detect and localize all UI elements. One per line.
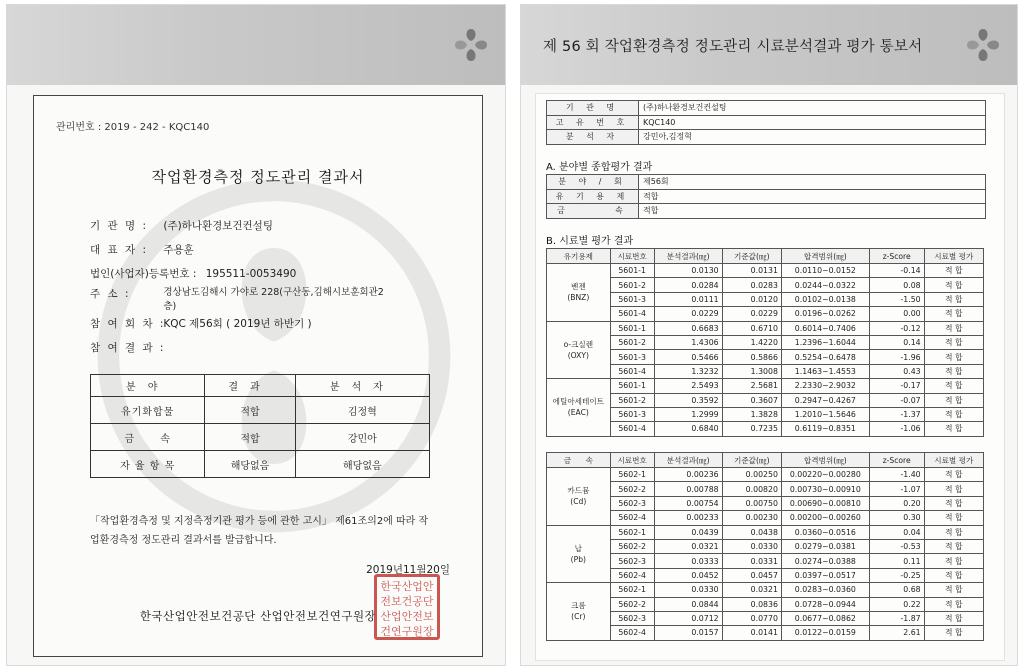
table-cell: 적 합 — [924, 525, 983, 539]
field-value: (주)하나환경보건컨설팅 — [163, 220, 273, 232]
field-label: 법인(사업자)등록번호 : — [90, 268, 197, 280]
table-cell: 0.0229 — [722, 307, 781, 321]
table-row — [547, 468, 984, 482]
table-cell: 0.6119~0.8351 — [781, 422, 869, 436]
table-cell: 0.0244~0.0322 — [781, 278, 869, 292]
table-header: 시료번호 — [610, 453, 654, 468]
table-cell: 0.5866 — [722, 350, 781, 364]
table-cell: 자 율 항 목 — [91, 451, 205, 478]
table-cell: 0.20 — [869, 496, 924, 510]
table-cell: 0.00788 — [654, 482, 722, 496]
table-row — [547, 482, 984, 496]
table-cell: 0.0438 — [722, 525, 781, 539]
table-header: z-Score — [869, 453, 924, 468]
analyte-abbreviation: (EAC) — [567, 408, 589, 418]
table-row — [91, 424, 430, 451]
table-cell: 적 합 — [924, 292, 983, 306]
table-cell: 금 속 — [91, 424, 205, 451]
table-header: 시료번호 — [610, 249, 654, 264]
table-cell: 0.0131 — [722, 264, 781, 278]
table-cell: 0.04 — [869, 525, 924, 539]
field-value: 주용훈 — [163, 244, 194, 256]
table-cell: 5601-3 — [610, 292, 654, 306]
table-row — [547, 393, 984, 407]
table-cell: 0.00200~0.00260 — [781, 511, 869, 525]
table-value: 제56회 — [639, 175, 986, 190]
table-cell: 0.43 — [869, 364, 924, 378]
table-key: 분 석 자 — [547, 130, 639, 145]
table-cell: 5601-4 — [610, 422, 654, 436]
table-header: 분석결과(㎎) — [654, 249, 722, 264]
table-cell: -0.53 — [869, 539, 924, 553]
table-cell: 5601-1 — [610, 264, 654, 278]
table-cell: -0.07 — [869, 393, 924, 407]
table-cell: 5602-2 — [610, 539, 654, 553]
table-header: z-Score — [869, 249, 924, 264]
table-cell: 적 합 — [924, 597, 983, 611]
report-page — [520, 4, 1018, 666]
analyte-abbreviation: (Cd) — [570, 497, 587, 507]
table-row — [547, 511, 984, 525]
table-cell: 2.5681 — [722, 379, 781, 393]
table-cell: 적 합 — [924, 554, 983, 568]
table-cell: 적 합 — [924, 511, 983, 525]
table-row — [547, 554, 984, 568]
table-cell: 2.61 — [869, 626, 924, 640]
analyte-name — [547, 468, 611, 526]
analyte-name — [547, 525, 611, 583]
table-cell: 0.3592 — [654, 393, 722, 407]
table-row — [547, 364, 984, 378]
table-cell: 김정혁 — [295, 397, 429, 424]
table-row — [547, 350, 984, 364]
table-cell: 0.0157 — [654, 626, 722, 640]
table-cell: 0.0397~0.0517 — [781, 568, 869, 582]
table-cell: 0.00230 — [722, 511, 781, 525]
organic-solvent-table — [546, 248, 984, 437]
summary-table — [546, 174, 986, 219]
table-row — [547, 321, 984, 335]
table-row — [547, 189, 986, 204]
table-cell: 0.00750 — [722, 496, 781, 510]
table-header: 시료별 평가 — [924, 453, 983, 468]
table-row — [547, 101, 986, 116]
table-cell: 5601-3 — [610, 407, 654, 421]
table-cell: 0.0196~0.0262 — [781, 307, 869, 321]
table-header: 합격범위(㎎) — [781, 453, 869, 468]
table-cell: -1.07 — [869, 482, 924, 496]
table-cell: 5602-4 — [610, 626, 654, 640]
table-cell: 0.00233 — [654, 511, 722, 525]
table-row — [547, 307, 984, 321]
table-cell: 적 합 — [924, 321, 983, 335]
table-cell: 0.0836 — [722, 597, 781, 611]
table-cell: -0.17 — [869, 379, 924, 393]
table-cell: -0.25 — [869, 568, 924, 582]
report-sheet — [535, 93, 1005, 661]
table-cell: 적 합 — [924, 468, 983, 482]
table-cell: 0.00730~0.00910 — [781, 482, 869, 496]
table-cell: -1.40 — [869, 468, 924, 482]
field-representative — [90, 242, 194, 257]
table-header: 유기용제 — [547, 249, 611, 264]
field-registration-number — [90, 266, 296, 281]
table-cell: 적 합 — [924, 364, 983, 378]
table-cell: 0.0111 — [654, 292, 722, 306]
table-cell: 강민아 — [295, 424, 429, 451]
table-key: 금 속 — [547, 204, 639, 219]
certificate-page — [6, 4, 506, 666]
table-cell: 0.0330 — [722, 539, 781, 553]
table-cell: 5601-1 — [610, 321, 654, 335]
table-cell: 0.00250 — [722, 468, 781, 482]
table-row — [547, 115, 986, 130]
page-header-bar — [7, 5, 505, 85]
table-cell: 0.5466 — [654, 350, 722, 364]
table-cell: 5601-2 — [610, 393, 654, 407]
table-cell: 적 합 — [924, 583, 983, 597]
field-label: 참 여 회 차 : — [90, 318, 166, 330]
certificate-result-table — [90, 374, 430, 478]
field-value: KQC 제56회 ( 2019년 하반기 ) — [163, 318, 312, 330]
analyte-name — [547, 264, 611, 322]
table-cell: 해당없음 — [205, 451, 295, 478]
table-cell: 5602-3 — [610, 554, 654, 568]
analyte-label: 에틸아세테이트 — [552, 397, 605, 407]
table-row — [547, 264, 984, 278]
table-cell: 적 합 — [924, 264, 983, 278]
analyte-label: 납 — [574, 543, 582, 553]
certificate-title: 작업환경측정 정도관리 결과서 — [151, 168, 365, 186]
table-cell: -1.96 — [869, 350, 924, 364]
table-cell: -1.37 — [869, 407, 924, 421]
table-cell: 0.0283~0.0360 — [781, 583, 869, 597]
table-cell: 1.3828 — [722, 407, 781, 421]
table-key: 유 기 용 제 — [547, 189, 639, 204]
table-cell: 0.3607 — [722, 393, 781, 407]
table-cell: 적 합 — [924, 307, 983, 321]
table-cell: 적 합 — [924, 278, 983, 292]
table-cell: 5602-1 — [610, 583, 654, 597]
table-cell: 0.6710 — [722, 321, 781, 335]
report-title: 제 56 회 작업환경측정 정도관리 시료분석결과 평가 통보서 — [543, 39, 923, 55]
table-cell: 0.00820 — [722, 482, 781, 496]
table-cell: 적 합 — [924, 539, 983, 553]
table-cell: 0.0457 — [722, 568, 781, 582]
table-cell: 0.0110~0.0152 — [781, 264, 869, 278]
table-value: 적합 — [639, 189, 986, 204]
table-cell: 적 합 — [924, 626, 983, 640]
table-cell: 2.5493 — [654, 379, 722, 393]
table-cell: -0.12 — [869, 321, 924, 335]
table-cell: 0.0120 — [722, 292, 781, 306]
table-cell: 1.2999 — [654, 407, 722, 421]
table-key: 분 야 / 회 — [547, 175, 639, 190]
table-header: 기준값(㎎) — [722, 453, 781, 468]
table-cell: 2.2330~2.9032 — [781, 379, 869, 393]
analyte-abbreviation: (Cr) — [571, 612, 586, 622]
table-row — [547, 292, 984, 306]
field-address — [90, 286, 393, 314]
agency-logo-icon — [451, 25, 491, 65]
table-row — [547, 611, 984, 625]
table-header: 분석결과(㎎) — [654, 453, 722, 468]
table-row — [547, 597, 984, 611]
metal-table — [546, 452, 984, 641]
table-header: 시료별 평가 — [924, 249, 983, 264]
seal-line: 건연구원장 — [380, 625, 434, 638]
table-cell: 5602-2 — [610, 482, 654, 496]
table-cell: 적 합 — [924, 482, 983, 496]
table-cell: 0.0122~0.0159 — [781, 626, 869, 640]
official-seal — [374, 574, 440, 640]
issue-date: 2019년11월20일 — [366, 564, 450, 576]
management-number: 관리번호 : 2019 - 242 - KQC140 — [56, 122, 210, 133]
table-cell: 0.08 — [869, 278, 924, 292]
table-cell: 적 합 — [924, 407, 983, 421]
table-cell: 5601-4 — [610, 364, 654, 378]
table-cell: 적 합 — [924, 335, 983, 349]
table-cell: 0.0844 — [654, 597, 722, 611]
table-cell: 0.0439 — [654, 525, 722, 539]
table-cell: 0.0770 — [722, 611, 781, 625]
seal-line: 전보건공단 — [380, 595, 434, 608]
table-cell: 0.11 — [869, 554, 924, 568]
table-key: 기 관 명 — [547, 101, 639, 116]
table-cell: 적 합 — [924, 422, 983, 436]
table-cell: 5601-2 — [610, 278, 654, 292]
table-cell: 0.6014~0.7406 — [781, 321, 869, 335]
table-cell: 0.0452 — [654, 568, 722, 582]
field-value: 195511-0053490 — [205, 268, 297, 280]
table-cell: 0.00754 — [654, 496, 722, 510]
table-value: (주)하나환경보건컨설팅 — [639, 101, 986, 116]
table-cell: 0.30 — [869, 511, 924, 525]
table-row — [547, 130, 986, 145]
table-cell: 5602-1 — [610, 468, 654, 482]
table-cell: 적 합 — [924, 379, 983, 393]
table-cell: 1.4220 — [722, 335, 781, 349]
table-header: 기준값(㎎) — [722, 249, 781, 264]
table-row — [547, 278, 984, 292]
analyte-name — [547, 379, 611, 437]
table-header: 결과 — [205, 375, 295, 397]
table-cell: 5602-2 — [610, 597, 654, 611]
certificate-document — [33, 95, 483, 657]
table-value: KQC140 — [639, 115, 986, 130]
table-cell: 5602-1 — [610, 525, 654, 539]
table-cell: 0.00690~0.00810 — [781, 496, 869, 510]
table-cell: 0.0677~0.0862 — [781, 611, 869, 625]
section-b-heading: B. 시료별 평가 결과 — [546, 236, 634, 247]
field-result — [90, 340, 166, 355]
table-row — [547, 335, 984, 349]
table-cell: 5601-1 — [610, 379, 654, 393]
table-header: 분석자 — [295, 375, 429, 397]
table-cell: 5602-3 — [610, 611, 654, 625]
table-row — [91, 451, 430, 478]
table-cell: 0.14 — [869, 335, 924, 349]
table-row — [547, 379, 984, 393]
table-cell: 0.68 — [869, 583, 924, 597]
table-cell: 적 합 — [924, 393, 983, 407]
table-cell: 적합 — [205, 397, 295, 424]
table-cell: 유기화합물 — [91, 397, 205, 424]
table-cell: 0.0728~0.0944 — [781, 597, 869, 611]
table-cell: 0.0331 — [722, 554, 781, 568]
table-header: 분야 — [91, 375, 205, 397]
table-cell: -1.06 — [869, 422, 924, 436]
table-cell: 0.0283 — [722, 278, 781, 292]
table-row — [547, 539, 984, 553]
analyte-label: 벤젠 — [571, 282, 586, 292]
table-cell: 0.2947~0.4267 — [781, 393, 869, 407]
page-header-bar — [521, 5, 1017, 85]
table-cell: 1.4306 — [654, 335, 722, 349]
table-cell: 0.0321 — [654, 539, 722, 553]
table-cell: 5602-3 — [610, 496, 654, 510]
table-cell: -0.14 — [869, 264, 924, 278]
table-cell: 0.7235 — [722, 422, 781, 436]
field-round — [90, 316, 312, 331]
section-a-heading: A. 분야별 종합평가 결과 — [546, 162, 653, 173]
table-cell: 5602-4 — [610, 568, 654, 582]
analyte-name — [547, 321, 611, 379]
table-cell: 0.00220~0.00280 — [781, 468, 869, 482]
table-cell: 1.3008 — [722, 364, 781, 378]
seal-line: 한국산업안 — [380, 580, 434, 593]
table-cell: 적 합 — [924, 496, 983, 510]
table-cell: 1.3232 — [654, 364, 722, 378]
analyte-abbreviation: (BNZ) — [567, 293, 590, 303]
field-organization — [90, 218, 273, 233]
table-cell: 5601-3 — [610, 350, 654, 364]
table-cell: 1.2010~1.5646 — [781, 407, 869, 421]
table-row — [547, 175, 986, 190]
table-header: 금 속 — [547, 453, 611, 468]
field-label: 주 소 : — [90, 288, 131, 300]
table-cell: 0.0130 — [654, 264, 722, 278]
analyte-abbreviation: (OXY) — [567, 350, 589, 360]
table-cell: 0.0102~0.0138 — [781, 292, 869, 306]
table-row — [547, 583, 984, 597]
analyte-label: 카드뮴 — [567, 486, 590, 496]
table-cell: 적 합 — [924, 611, 983, 625]
table-cell: 0.0274~0.0388 — [781, 554, 869, 568]
field-label: 참 여 결 과 : — [90, 342, 166, 354]
table-row — [91, 397, 430, 424]
analyte-name — [547, 583, 611, 641]
table-cell: 0.00236 — [654, 468, 722, 482]
table-cell: 0.0321 — [722, 583, 781, 597]
legal-notice: 「작업환경측정 및 지정측정기관 평가 등에 관한 고시」 제61조의2에 따라 작업환경측정 정도관리 결과서를 발급합니다. — [90, 516, 429, 546]
table-cell: 0.0229 — [654, 307, 722, 321]
agency-logo-icon — [963, 25, 1003, 65]
table-cell: 0.0141 — [722, 626, 781, 640]
table-value: 강민아,김정혁 — [639, 130, 986, 145]
table-cell: -1.87 — [869, 611, 924, 625]
table-header: 합격범위(㎎) — [781, 249, 869, 264]
field-value: 경상남도김해시 가야로 228(구산동,김해시보훈회관2층) — [163, 287, 384, 312]
table-cell: 0.0279~0.0381 — [781, 539, 869, 553]
table-cell: 0.6683 — [654, 321, 722, 335]
issuer-name: 한국산업안전보건공단 산업안전보건연구원장 — [139, 609, 377, 623]
seal-line: 산업안전보 — [380, 610, 434, 623]
field-label: 기 관 명 : — [90, 220, 148, 232]
table-cell: 0.0360~0.0516 — [781, 525, 869, 539]
table-cell: 적 합 — [924, 568, 983, 582]
table-key: 고 유 번 호 — [547, 115, 639, 130]
analyte-label: 크롬 — [571, 601, 586, 611]
table-row — [547, 568, 984, 582]
table-cell: 0.0284 — [654, 278, 722, 292]
table-cell: 해당없음 — [295, 451, 429, 478]
table-cell: 1.1463~1.4553 — [781, 364, 869, 378]
table-cell: -1.50 — [869, 292, 924, 306]
table-row — [547, 626, 984, 640]
table-cell: 0.0330 — [654, 583, 722, 597]
analyte-label: o-크실렌 — [563, 339, 594, 349]
table-row — [547, 496, 984, 510]
table-cell: 0.5254~0.6478 — [781, 350, 869, 364]
table-row — [547, 525, 984, 539]
table-row — [547, 422, 984, 436]
table-cell: 0.22 — [869, 597, 924, 611]
field-label: 대 표 자 : — [90, 244, 148, 256]
table-cell: 0.6840 — [654, 422, 722, 436]
table-cell: 적 합 — [924, 350, 983, 364]
analyte-abbreviation: (Pb) — [570, 554, 586, 564]
table-cell: 5602-4 — [610, 511, 654, 525]
table-value: 적합 — [639, 204, 986, 219]
table-cell: 5601-4 — [610, 307, 654, 321]
table-cell: 1.2396~1.6044 — [781, 335, 869, 349]
table-cell: 0.00 — [869, 307, 924, 321]
table-row — [547, 204, 986, 219]
table-cell: 0.0712 — [654, 611, 722, 625]
table-cell: 5601-2 — [610, 335, 654, 349]
table-row — [547, 407, 984, 421]
organization-table — [546, 100, 986, 145]
table-cell: 0.0333 — [654, 554, 722, 568]
table-cell: 적합 — [205, 424, 295, 451]
